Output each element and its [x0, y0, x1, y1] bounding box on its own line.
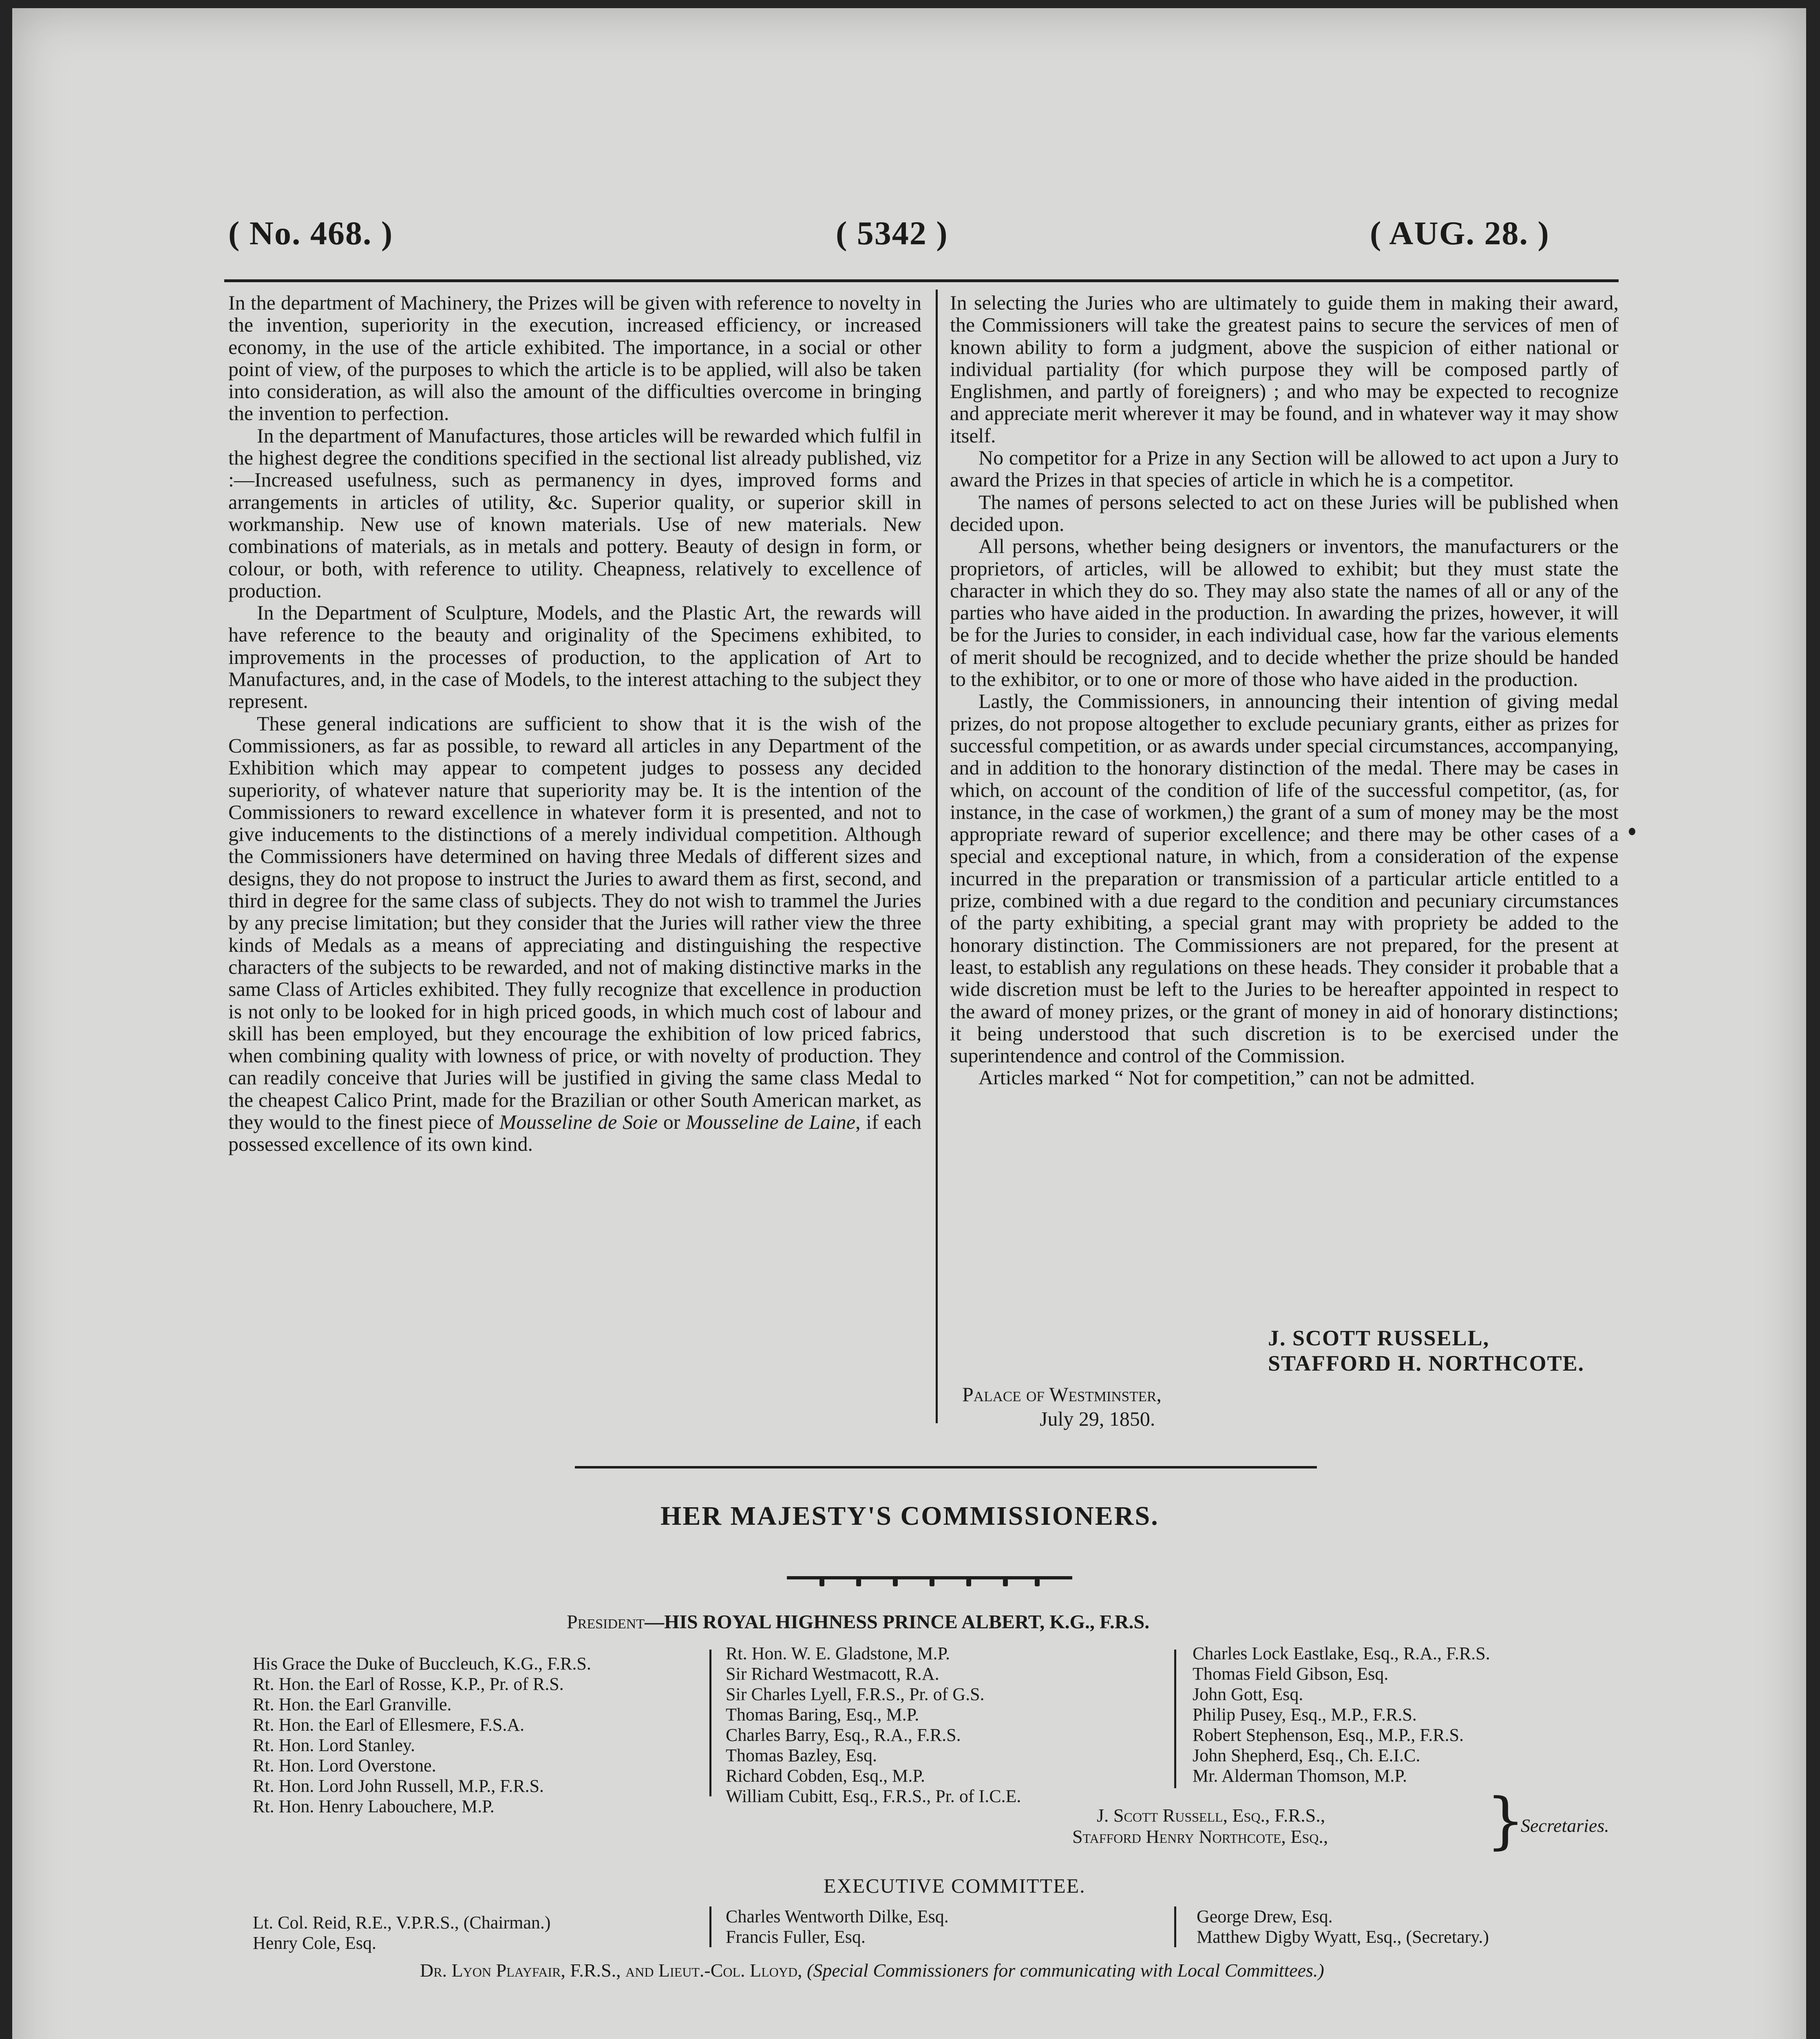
gazette-page: [12, 8, 1806, 2039]
ornament-dots: [819, 1579, 1040, 1586]
commissioner: His Grace the Duke of Buccleuch, K.G., F.R.S.: [253, 1654, 591, 1674]
commissioner: Rt. Hon. Henry Labouchere, M.P.: [253, 1796, 495, 1816]
commissioners-list-2: [726, 1643, 1021, 1807]
special-commissioners: [420, 1959, 1324, 1981]
commissioner: Rt. Hon. the Earl of Ellesmere, F.S.A.: [253, 1715, 525, 1735]
paragraph-sculpture: In the Department of Sculpture, Models, and the Plastic Art, the rewards will have reference to the beauty and originality of the Specimens exhibited, to improvements in the processes of production, to the application of Art to Manufactures, and, in the case of Models, to the interest attaching to the subject they represent.: [228, 601, 921, 713]
secretary-northcote: Stafford Henry Northcote, Esq.,: [1072, 1826, 1328, 1847]
commissioner: Rt. Hon. Lord John Russell, M.P., F.R.S.: [253, 1776, 544, 1796]
commissioner: Rt. Hon. W. E. Gladstone, M.P.: [726, 1643, 950, 1663]
paragraph-all-persons: All persons, whether being designers or inventors, the manufacturers or the proprietors, of articles, will be allowed to exhibit; but they must state the character in which they do so. They may also state the names of all or any of the parties who have aided in the production. In awarding the prizes, however, it will be for the Juries to consider, in each individual case, how far the various elements of merit should be recognized, and to decide whether the prize should be handed to the exhibitor, or to one or more of those who have aided in the production.: [950, 535, 1619, 691]
executive-member: Francis Fuller, Esq.: [726, 1927, 866, 1947]
fabric-name-1: Mousseline de Soie: [499, 1110, 658, 1133]
commissioner: Thomas Bazley, Esq.: [726, 1745, 877, 1765]
list-divider: [709, 1906, 711, 1947]
paragraph-machinery: In the department of Machinery, the Prizes will be given with reference to novelty in the invention, superiority in the execution, increased efficiency, or increased economy, in the use of the article exhibited. The importance, in a social or other point of view, of the purposes to which the article is to be applied, will also be taken into consideration, as will also the amount of the difficulties overcome in bringing the invention to perfection.: [228, 291, 921, 425]
commissioner: Philip Pusey, Esq., M.P., F.R.S.: [1193, 1705, 1417, 1725]
signature-russell: J. SCOTT RUSSELL,: [1268, 1326, 1490, 1350]
executive-list-3: [1197, 1906, 1489, 1947]
president-name: —HIS ROYAL HIGHNESS PRINCE ALBERT, K.G., F.R.S.: [645, 1611, 1150, 1633]
commissioner: Mr. Alderman Thomson, M.P.: [1193, 1766, 1407, 1786]
paragraph-juries: In selecting the Juries who are ultimately to guide them in making their award, the Commissioners will take the greatest pains to secure the services of men of known ability to form a judgment, above the suspicion of either national or individual partiality (for which purpose they will be composed partly of Englishmen, and partly of foreigners) ; and who may be expected to recognize and appreciate merit wherever it may be found, and in whatever way it may show itself.: [950, 291, 1619, 447]
commissioner: Sir Richard Westmacott, R.A.: [726, 1664, 939, 1684]
issue-number: ( No. 468. ): [228, 215, 393, 252]
executive-list-2: [726, 1906, 949, 1947]
commissioners-list-1: [253, 1654, 591, 1817]
column-divider: [936, 290, 938, 1423]
executive-list-1: [253, 1913, 551, 1953]
commissioner: Thomas Baring, Esq., M.P.: [726, 1705, 919, 1725]
paragraph-manufactures: In the department of Manufactures, those articles will be rewarded which fulfil in the highest degree the conditions specified in the sectional list already published, viz :—Increased usefulness, such as permanency in dyes, improved forms and arrangements in articles of utility, &c. Superior quality, or superior skill in workmanship. New use of known materials. Use of new materials. New combinations of materials, as in metals and pottery. Beauty of design in form, or colour, or both, with reference to utility. Cheapness, relatively to excellence of production.: [228, 424, 921, 602]
list-divider: [1174, 1906, 1176, 1947]
paragraph-names: The names of persons selected to act on these Juries will be published when decided upon.: [950, 490, 1619, 535]
commissioner: Rt. Hon. Lord Stanley.: [253, 1735, 415, 1755]
commissioner: Rt. Hon. the Earl of Rosse, K.P., Pr. of R.S.: [253, 1674, 564, 1694]
commissioner: Thomas Field Gibson, Esq.: [1193, 1664, 1389, 1684]
general-indications-text: These general indications are sufficient to show that it is the wish of the Commissioners, as far as possible, to reward all articles in any Department of the Exhibition which may appear to competent judges to possess any decided superiority, of whatever nature that superiority may be. It is the intention of the Commissioners to reward excellence in whatever form it is presented, and not to give inducements to the distinctions of a merely individual competition. Although the Commissioners have determined on having three Medals of different sizes and designs, they do not propose to instruct the Juries to award them as first, second, and third in degree for the same class of subjects. They do not wish to trammel the Juries by any precise limitation; but they consider that the Juries will rather view the three kinds of Medals as a means of appreciating and distinguishing the respective characters of the subjects to be rewarded, and not of making distinctive marks in the same Class of Articles exhibited. They fully recognize that excellence in production is not only to be looked for in high priced goods, in which much cost of labour and skill has been employed, but they encourage the exhibition of low priced fabrics, when combining quality with lowness of price, or with novelty of production. They can readily conceive that Juries will be justified in giving the same class Medal to the cheapest Calico Print, made for the Brazilian or other South American market, as they would to the finest piece of: [228, 712, 921, 1133]
signature-place: Palace of Westminster,: [962, 1383, 1162, 1406]
commissioner: William Cubitt, Esq., F.R.S., Pr. of I.C.E.: [726, 1786, 1021, 1806]
general-indications-end: , if each possessed excellence of its own kind.: [228, 1110, 921, 1156]
issue-date: ( AUG. 28. ): [1370, 215, 1550, 252]
commissioner: Rt. Hon. the Earl Granville.: [253, 1694, 452, 1714]
paragraph-lastly: Lastly, the Commissioners, in announcing their intention of giving medal prizes, do not propose altogether to exclude pecuniary grants, either as prizes for successful competition, or as awards under special circumstances, accompanying, and in addition to the honorary distinction of the medal. There may be cases in which, on account of the condition of life of the successful competitor, (as, for instance, in the case of workmen,) the grant of a sum of money may be the most appropriate reward of superior excellence; and there may be other cases of a special and exceptional nature, in which, from a consideration of the expense incurred in the preparation or transmission of a particular article entitled to a prize, combined with a due regard to the condition and pecuniary circumstances of the party exhibiting, a special grant may with propriety be added to the honorary distinction. The Commissioners are not prepared, for the present at least, to establish any regulations on these heads. They consider it probable that a wide discretion must be left to the Juries to be hereafter appointed in respect to the award of money prizes, or the grant of money in aid of honorary distinctions; it being understood that such discretion is to be exercised under the superintendence and control of the Commission.: [950, 690, 1619, 1067]
executive-member: Matthew Digby Wyatt, Esq., (Secretary.): [1197, 1927, 1489, 1947]
executive-member: Charles Wentworth Dilke, Esq.: [726, 1906, 949, 1926]
secretaries-label: Secretaries.: [1521, 1815, 1609, 1836]
signature-northcote: STAFFORD H. NORTHCOTE.: [1268, 1351, 1585, 1376]
right-column: [950, 292, 1619, 1089]
paragraph-general-indications: [228, 712, 921, 1155]
executive-title: EXECUTIVE COMMITTEE.: [824, 1874, 1086, 1897]
list-divider: [709, 1650, 711, 1796]
signature-date: July 29, 1850.: [1040, 1407, 1155, 1430]
secretary-russell: J. Scott Russell, Esq., F.R.S.,: [1097, 1805, 1325, 1826]
paragraph-articles-marked: Articles marked “ Not for competition,” can not be admitted.: [978, 1066, 1475, 1089]
commissioner: Rt. Hon. Lord Overstone.: [253, 1756, 436, 1776]
commissioner: John Shepherd, Esq., Ch. E.I.C.: [1193, 1745, 1420, 1765]
commissioners-list-3: [1193, 1643, 1490, 1786]
section-rule: [575, 1466, 1317, 1468]
commissioner: Charles Lock Eastlake, Esq., R.A., F.R.S.: [1193, 1643, 1490, 1663]
president-label: President: [567, 1611, 645, 1633]
president-line: [567, 1611, 1149, 1633]
commissioner: Charles Barry, Esq., R.A., F.R.S.: [726, 1725, 961, 1745]
commissioner: John Gott, Esq.: [1193, 1684, 1303, 1704]
left-column: [228, 292, 921, 1155]
executive-member: George Drew, Esq.: [1197, 1906, 1333, 1926]
page-number: ( 5342 ): [836, 215, 948, 252]
special-commissioners-role: (Special Commissioners for communicating with Local Committees.): [807, 1960, 1324, 1981]
paragraph-competitor: No competitor for a Prize in any Section will be allowed to act upon a Jury to award the Prizes in that species of article in which he is a competitor.: [950, 446, 1619, 491]
list-divider: [1174, 1650, 1176, 1788]
conjunction-or: or: [663, 1110, 680, 1133]
brace-icon: }: [1486, 1785, 1525, 1856]
commissioners-title: HER MAJESTY'S COMMISSIONERS.: [660, 1501, 1159, 1531]
special-commissioners-names: Dr. Lyon Playfair, F.R.S., and Lieut.-Col. Lloyd,: [420, 1960, 802, 1981]
fabric-name-2: Mousseline de Laine: [685, 1110, 856, 1133]
header-rule: [224, 279, 1619, 282]
ink-speck: [1629, 828, 1635, 835]
commissioner: Richard Cobden, Esq., M.P.: [726, 1766, 925, 1786]
executive-member: Lt. Col. Reid, R.E., V.P.R.S., (Chairman.): [253, 1913, 551, 1933]
commissioner: Sir Charles Lyell, F.R.S., Pr. of G.S.: [726, 1684, 985, 1704]
commissioner: Robert Stephenson, Esq., M.P., F.R.S.: [1193, 1725, 1464, 1745]
executive-member: Henry Cole, Esq.: [253, 1933, 377, 1953]
